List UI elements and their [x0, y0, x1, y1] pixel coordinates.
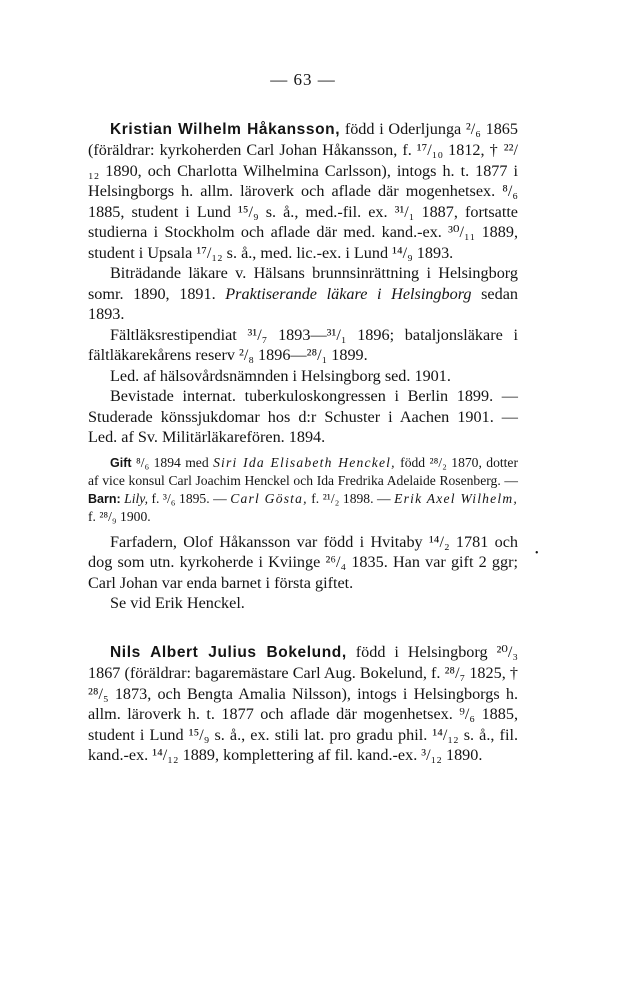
cross-reference: Se vid Erik Henckel. — [110, 594, 245, 612]
child-name: Erik Axel Wilhelm, — [394, 490, 518, 506]
congress-paragraph: Bevistade internat. tuberkuloskongressen i Berlin 1899. — Studerade könssjukdomar hos d:r Schuster i Aachen 1901. — Led. af Sv. Militärläkarefören. 1894. — [88, 387, 518, 446]
career-text: Biträdande läkare v. Hälsans brunnsinrättning i Helsingborg somr. 1890, 1891. — [88, 264, 518, 303]
children-label: Barn: — [88, 491, 121, 506]
child-name: Lily, — [124, 490, 148, 506]
margin-mark: • — [535, 548, 539, 559]
child-details: f. ²⁸/₉ 1900. — [88, 509, 151, 524]
person-name: Kristian Wilhelm Håkansson, — [110, 120, 341, 138]
military-paragraph: Fältläksrestipendiat ³¹/₇ 1893—³¹/₁ 1896; bataljonsläkare i fältläkarekårens reserv ²/₈ 1896—²⁸/₁ 1899. — [88, 325, 518, 364]
child-details: f. ²¹/₂ 1898. — — [307, 490, 395, 506]
person-name: Nils Albert Julius Bokelund, — [110, 643, 347, 661]
child-name: Carl Gösta, — [230, 490, 308, 506]
entry-hakansson-intro — [88, 119, 518, 264]
entry-text: född i Oderljunga ²/₆ 1865 (föräldrar: kyrkoherden Carl Johan Håkansson, f. ¹⁷/₁₀ 1812, † ²²/₁₂ 1890, och Charlotta Wilhelmina Carlsson), intogs h. t. 1877 i Helsingborgs h. allm. läroverk och aflade där mogenhetsex. ⁸/₆ 1885, student i Lund ¹⁵/₉ s. å., med.-fil. ex. ³¹/₁ 1887, fortsatte studierna i Stockholm och aflade där med. kand.-ex. ³⁰/₁₁ 1889, student i Upsala ¹⁷/₁₂ s. å., med. lic.-ex. i Lund ¹⁴/₉ 1893. — [88, 119, 518, 262]
board-paragraph: Led. af hälsovårdsnämnden i Helsingborg sed. 1901. — [110, 366, 451, 385]
entry-bokelund — [88, 642, 518, 766]
wife-details: född ²⁸/₂ 1870, dotter af vice konsul Carl Joachim Henckel och Ida Fredrika Adelaide Rosenberg. — — [88, 454, 518, 488]
page-number: — 63 — — [270, 70, 336, 89]
career-paragraph — [88, 263, 518, 325]
career-text-end: sedan 1893. — [88, 284, 518, 323]
entry-hakansson — [88, 119, 518, 614]
grandfather-paragraph: Farfadern, Olof Håkansson var född i Hvitaby ¹⁴/₂ 1781 och dog som utn. kyrkoherde i Kviinge ²⁶/₄ 1835. Han var gift 2 ggr; Carl Johan var enda barnet i första giftet. — [88, 532, 518, 592]
wife-name: Siri Ida Elisabeth Henckel, — [213, 454, 396, 470]
gift-date: ⁸/₆ 1894 med — [131, 454, 214, 470]
document-page — [88, 70, 518, 766]
entry-text: född i Helsingborg ²⁰/₃ 1867 (föräldrar: bagaremästare Carl Aug. Bokelund, f. ²⁸/₇ 1825, † ²⁸/₅ 1873, och Bengta Amalia Nilsson), intogs i Helsingborgs h. allm. läroverk h. t. 1877 och aflade där mogenhetsex. ⁹/₆ 1885, student i Lund ¹⁵/₉ s. å., ex. stili lat. pro gradu phil. ¹⁴/₁₂ s. å., fil. kand.-ex. ¹⁴/₁₂ 1889, komplettering af fil. kand.-ex. ³/₁₂ 1890. — [88, 642, 519, 764]
child-details: f. ³/₆ 1895. — — [147, 490, 231, 506]
family-paragraph — [88, 454, 518, 526]
gift-label: Gift — [110, 455, 132, 470]
career-italic: Praktiserande läkare i Helsingborg — [225, 284, 472, 303]
entry-bokelund-intro — [88, 642, 518, 766]
